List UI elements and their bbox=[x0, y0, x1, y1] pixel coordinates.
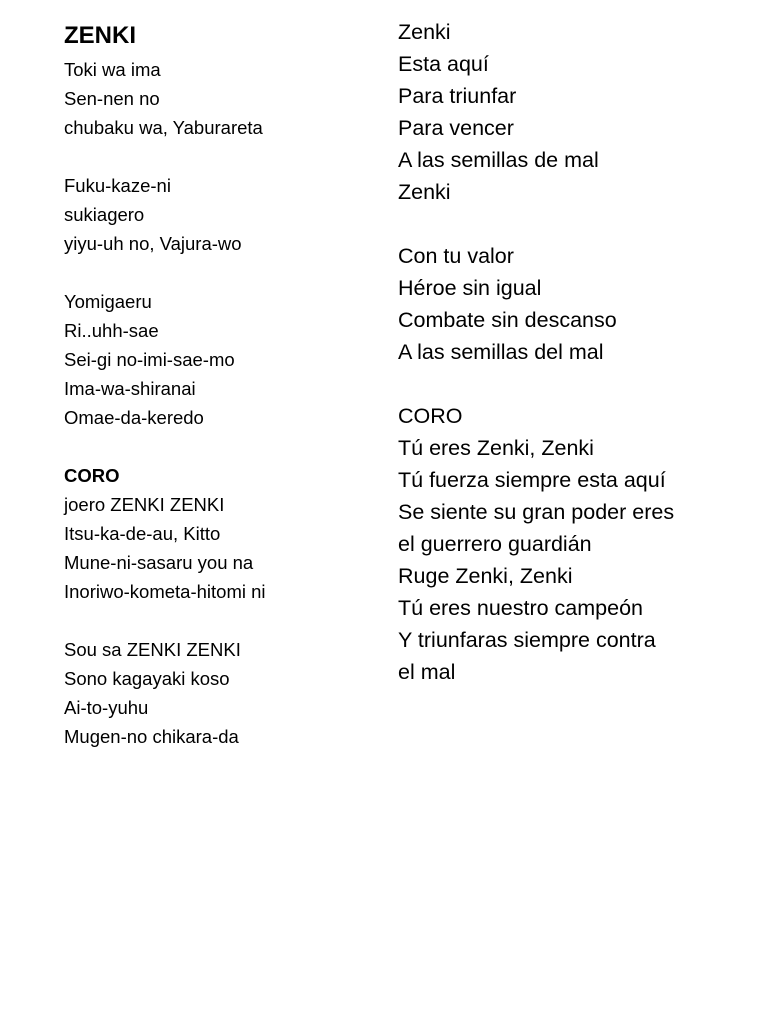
lyric-line: joero ZENKI ZENKI bbox=[64, 494, 225, 515]
lyric-line: el mal bbox=[398, 660, 456, 684]
lyric-line: Tú eres Zenki, Zenki bbox=[398, 436, 594, 460]
lyric-line: Héroe sin igual bbox=[398, 276, 542, 300]
lyric-line: Ri..uhh-sae bbox=[64, 320, 159, 341]
lyric-line: Fuku-kaze-ni bbox=[64, 175, 171, 196]
lyric-line: Combate sin descanso bbox=[398, 308, 617, 332]
lyric-line: Tú eres nuestro campeón bbox=[398, 596, 643, 620]
lyric-line: Ima-wa-shiranai bbox=[64, 378, 196, 399]
right-lyrics bbox=[398, 16, 674, 688]
lyric-line: Tú fuerza siempre esta aquí bbox=[398, 468, 666, 492]
lyric-line: Sen-nen no bbox=[64, 88, 160, 109]
lyric-line: Ruge Zenki, Zenki bbox=[398, 564, 573, 588]
lyric-line: Zenki bbox=[398, 180, 451, 204]
lyric-line: Para vencer bbox=[398, 116, 514, 140]
lyric-line: chubaku wa, Yaburareta bbox=[64, 117, 263, 138]
lyric-line: el guerrero guardián bbox=[398, 532, 592, 556]
chorus-label: CORO bbox=[398, 404, 463, 428]
lyric-line: Ai-to-yuhu bbox=[64, 697, 149, 718]
lyric-line: Sou sa ZENKI ZENKI bbox=[64, 639, 241, 660]
lyric-line: Itsu-ka-de-au, Kitto bbox=[64, 523, 221, 544]
lyric-line: Sei-gi no-imi-sae-mo bbox=[64, 349, 235, 370]
lyric-line: Sono kagayaki koso bbox=[64, 668, 230, 689]
lyric-line: Para triunfar bbox=[398, 84, 517, 108]
lyric-line: Zenki bbox=[398, 20, 451, 44]
lyric-line: Se siente su gran poder eres bbox=[398, 500, 675, 524]
stanza-gap bbox=[64, 606, 266, 635]
stanza-gap bbox=[64, 142, 266, 171]
lyric-line: Omae-da-keredo bbox=[64, 407, 204, 428]
lyric-line: Mugen-no chikara-da bbox=[64, 726, 239, 747]
lyric-line: A las semillas de mal bbox=[398, 148, 599, 172]
lyric-line: Yomigaeru bbox=[64, 291, 152, 312]
lyric-line: Toki wa ima bbox=[64, 59, 161, 80]
left-lyrics bbox=[64, 55, 266, 751]
lyric-line: Con tu valor bbox=[398, 244, 514, 268]
stanza-gap bbox=[64, 432, 266, 461]
lyric-line: yiyu-uh no, Vajura-wo bbox=[64, 233, 242, 254]
stanza-gap bbox=[398, 368, 674, 400]
lyric-line: Mune-ni-sasaru you na bbox=[64, 552, 254, 573]
stanza-gap bbox=[398, 208, 674, 240]
lyric-line: Inoriwo-kometa-hitomi ni bbox=[64, 581, 266, 602]
stanza-gap bbox=[64, 258, 266, 287]
lyric-line: Esta aquí bbox=[398, 52, 489, 76]
lyric-line: sukiagero bbox=[64, 204, 145, 225]
chorus-label: CORO bbox=[64, 465, 120, 486]
lyric-line: A las semillas del mal bbox=[398, 340, 604, 364]
lyric-line: Y triunfaras siempre contra bbox=[398, 628, 656, 652]
page-title: ZENKI bbox=[64, 22, 136, 49]
